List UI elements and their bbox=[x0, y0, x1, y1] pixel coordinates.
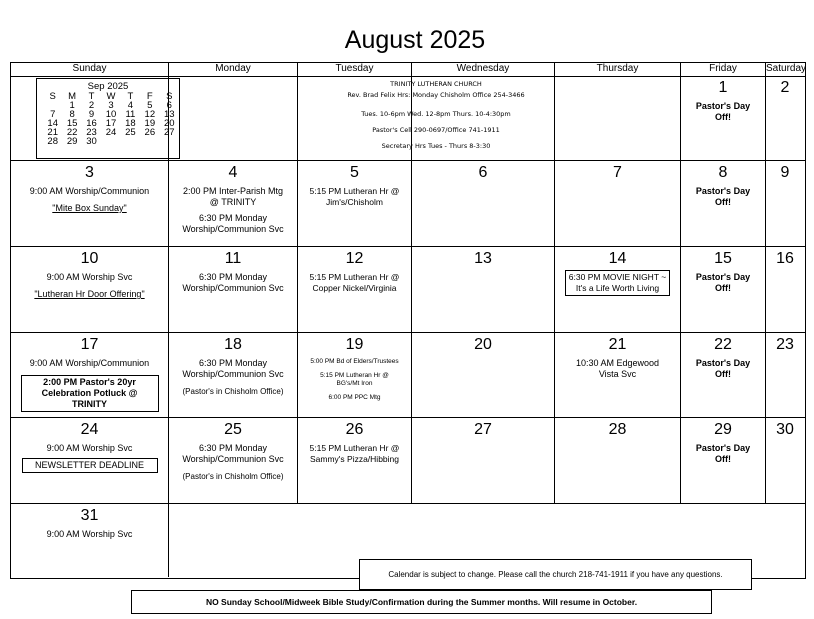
event-line: 9:00 AM Worship Svc bbox=[46, 529, 133, 539]
event-line: "Lutheran Hr Door Offering" bbox=[34, 289, 145, 299]
mini-calendar-header: S bbox=[49, 90, 56, 102]
event-line: BG's/Mt Iron bbox=[336, 380, 373, 387]
event-line: Worship/Communion Svc bbox=[182, 283, 284, 293]
event-line: 6:30 PM Monday bbox=[198, 213, 268, 223]
event-line: Worship/Communion Svc bbox=[182, 224, 284, 234]
mini-calendar-day: 1 bbox=[69, 99, 75, 111]
day-number: 30 bbox=[776, 421, 794, 438]
mini-calendar-day: 26 bbox=[144, 126, 156, 138]
mini-calendar-day: 23 bbox=[86, 126, 97, 138]
event-line: NEWSLETTER DEADLINE bbox=[34, 460, 145, 470]
event-line: Off! bbox=[715, 369, 731, 379]
event-line: Celebration Potluck @ TRINITY bbox=[41, 388, 138, 409]
mini-calendar-day: 28 bbox=[47, 135, 58, 147]
mini-calendar-day: 10 bbox=[105, 108, 117, 120]
church-info bbox=[318, 80, 554, 158]
day-number: 12 bbox=[345, 250, 364, 267]
day-number: 8 bbox=[718, 164, 728, 181]
day-number: 9 bbox=[780, 164, 790, 181]
event-line: 9:00 AM Worship/Communion bbox=[29, 358, 150, 368]
event-line: Pastor's Day bbox=[695, 101, 751, 111]
day-cell-14 bbox=[555, 248, 680, 296]
day-header-monday: Monday bbox=[215, 63, 251, 74]
day-cell-7 bbox=[555, 162, 680, 186]
day-cell-30 bbox=[766, 419, 804, 443]
mini-calendar-day: 15 bbox=[66, 117, 78, 129]
event-line: 9:00 AM Worship/Communion bbox=[29, 186, 150, 196]
grid-line bbox=[10, 332, 805, 333]
day-cell-1 bbox=[681, 77, 765, 123]
grid-line bbox=[10, 246, 805, 247]
event-line: 6:30 PM MOVIE NIGHT ~ bbox=[568, 272, 667, 282]
day-number: 24 bbox=[80, 421, 99, 438]
calendar-title: August 2025 bbox=[344, 26, 486, 54]
day-cell-12 bbox=[298, 248, 411, 294]
day-cell-9 bbox=[766, 162, 804, 186]
day-cell-6 bbox=[412, 162, 554, 186]
day-number: 23 bbox=[776, 336, 794, 353]
day-number: 15 bbox=[714, 250, 732, 267]
day-number: 29 bbox=[714, 421, 732, 438]
day-header-sunday: Sunday bbox=[72, 63, 107, 74]
event-line: Pastor's Day bbox=[695, 443, 751, 453]
event-line: 5:00 PM Bd of Elders/Trustees bbox=[310, 358, 399, 365]
day-cell-27 bbox=[412, 419, 554, 443]
day-number: 2 bbox=[780, 79, 790, 96]
event-line: 10:30 AM Edgewood bbox=[575, 358, 660, 368]
event-line: Worship/Communion Svc bbox=[182, 369, 284, 379]
day-number: 11 bbox=[224, 250, 242, 267]
event-line: Off! bbox=[715, 197, 731, 207]
event-line: 5:15 PM Lutheran Hr @ bbox=[309, 443, 400, 453]
day-number: 18 bbox=[224, 336, 242, 353]
day-number: 20 bbox=[474, 336, 492, 353]
day-cell-31 bbox=[11, 505, 168, 540]
day-cell-22 bbox=[681, 334, 765, 380]
day-cell-23 bbox=[766, 334, 804, 358]
event-line: 5:15 PM Lutheran Hr @ bbox=[309, 186, 400, 196]
day-number: 6 bbox=[478, 164, 488, 181]
mini-calendar-day: 22 bbox=[66, 126, 78, 138]
event-line: Pastor's Day bbox=[695, 358, 751, 368]
grid-line bbox=[10, 160, 805, 161]
day-cell-4 bbox=[169, 162, 297, 235]
day-number: 22 bbox=[714, 336, 732, 353]
mini-calendar-day: 16 bbox=[86, 117, 97, 129]
day-cell-19 bbox=[298, 334, 411, 402]
mini-calendar-title: Sep 2025 bbox=[87, 81, 129, 92]
day-cell-13 bbox=[412, 248, 554, 272]
day-header-saturday: Saturday bbox=[766, 63, 807, 74]
mini-calendar-day: 14 bbox=[47, 117, 58, 129]
day-header-friday: Friday bbox=[709, 63, 737, 74]
event-line: Pastor's Day bbox=[695, 272, 751, 282]
mini-calendar-day: 3 bbox=[108, 99, 114, 111]
day-cell-2 bbox=[766, 77, 804, 101]
event-line: 9:00 AM Worship Svc bbox=[46, 272, 133, 282]
day-cell-25 bbox=[169, 419, 297, 482]
day-cell-28 bbox=[555, 419, 680, 443]
event-line: 6:30 PM Monday bbox=[198, 443, 268, 453]
mini-calendar-day: 9 bbox=[88, 108, 95, 120]
mini-calendar-day bbox=[101, 137, 120, 146]
mini-calendar-day: 27 bbox=[163, 126, 175, 138]
summer-notice: NO Sunday School/Midweek Bible Study/Confirmation during the Summer months. Will resume in October. bbox=[131, 590, 712, 614]
secretary-hours: Secretary Hrs Tues - Thurs 8-3:30 bbox=[381, 142, 491, 150]
day-number: 13 bbox=[474, 250, 492, 267]
mini-calendar-day: 17 bbox=[105, 117, 117, 129]
event-line: Jim's/Chisholm bbox=[326, 197, 383, 207]
mini-calendar-day: 21 bbox=[47, 126, 58, 138]
mini-calendar-day: 12 bbox=[144, 108, 156, 120]
day-cell-5 bbox=[298, 162, 411, 208]
mini-calendar-table bbox=[43, 92, 179, 146]
day-header-thursday: Thursday bbox=[596, 63, 639, 74]
mini-calendar bbox=[36, 78, 180, 159]
mini-calendar-day: 6 bbox=[166, 99, 172, 111]
movie-night-box bbox=[565, 270, 670, 296]
event-line: Off! bbox=[715, 454, 731, 464]
event-line: Vista Svc bbox=[598, 369, 637, 379]
event-line: 5:15 PM Lutheran Hr @ bbox=[320, 372, 389, 379]
day-cell-3 bbox=[11, 162, 168, 214]
day-cell-11 bbox=[169, 248, 297, 294]
day-number: 1 bbox=[718, 79, 728, 96]
day-number: 28 bbox=[608, 421, 627, 438]
day-number: 19 bbox=[345, 336, 364, 353]
event-line: 2:00 PM Inter-Parish Mtg bbox=[182, 186, 284, 196]
day-number: 27 bbox=[474, 421, 492, 438]
day-number: 16 bbox=[776, 250, 794, 267]
mini-calendar-day: 30 bbox=[86, 135, 97, 147]
day-number: 25 bbox=[224, 421, 242, 438]
mini-calendar-day: 2 bbox=[88, 99, 95, 111]
mini-calendar-day: 29 bbox=[66, 135, 78, 147]
event-line: 5:15 PM Lutheran Hr @ bbox=[309, 272, 400, 282]
event-line: (Pastor's in Chisholm Office) bbox=[182, 387, 284, 396]
grid-line bbox=[10, 417, 805, 418]
event-line: 6:30 PM Monday bbox=[198, 358, 268, 368]
mini-calendar-day: 24 bbox=[105, 126, 117, 138]
newsletter-deadline-box bbox=[22, 458, 158, 473]
event-line: Off! bbox=[715, 112, 731, 122]
day-cell-17 bbox=[11, 334, 168, 412]
mini-calendar-day bbox=[160, 137, 179, 146]
day-number: 4 bbox=[228, 164, 238, 181]
mini-calendar-header: T bbox=[88, 90, 95, 102]
pastor-celebration-box bbox=[21, 375, 159, 412]
mini-calendar-day: 19 bbox=[144, 117, 156, 129]
event-line: 9:00 AM Worship Svc bbox=[46, 443, 133, 453]
day-number: 7 bbox=[613, 164, 622, 181]
event-line: Pastor's Day bbox=[695, 186, 751, 196]
day-cell-16 bbox=[766, 248, 804, 272]
grid-line bbox=[168, 503, 169, 577]
event-line: Sammy's Pizza/Hibbing bbox=[309, 454, 399, 464]
day-cell-10 bbox=[11, 248, 168, 300]
mini-calendar-day bbox=[140, 137, 159, 146]
mini-calendar-day: 5 bbox=[147, 99, 153, 111]
event-line: Off! bbox=[715, 283, 731, 293]
day-cell-18 bbox=[169, 334, 297, 397]
mini-calendar-day: 4 bbox=[127, 99, 134, 111]
mini-calendar-day: 13 bbox=[163, 108, 175, 120]
mini-calendar-day: 20 bbox=[163, 117, 175, 129]
mini-calendar-day: 25 bbox=[125, 126, 136, 138]
day-number: 17 bbox=[80, 336, 99, 353]
pastor-hours: Rev. Brad Felix Hrs: Monday Chisholm Office 254-3466 bbox=[347, 91, 525, 99]
mini-calendar-day: 18 bbox=[125, 117, 136, 129]
grid-line bbox=[10, 503, 805, 504]
mini-calendar-header: F bbox=[146, 90, 153, 102]
mini-calendar-day bbox=[121, 137, 140, 146]
day-cell-29 bbox=[681, 419, 765, 465]
day-header-tuesday: Tuesday bbox=[335, 63, 374, 74]
office-hours: Tues. 10-6pm Wed. 12-8pm Thurs. 10-4:30pm bbox=[361, 110, 511, 118]
event-line: @ TRINITY bbox=[209, 197, 257, 207]
mini-calendar-header: W bbox=[106, 90, 116, 102]
event-line: "Mite Box Sunday" bbox=[52, 203, 127, 213]
day-number: 5 bbox=[350, 164, 359, 181]
event-line: 6:00 PM PPC Mtg bbox=[328, 394, 381, 401]
day-number: 3 bbox=[85, 164, 94, 181]
mini-calendar-day: 11 bbox=[125, 108, 136, 120]
mini-calendar-day: 7 bbox=[50, 108, 56, 120]
day-cell-26 bbox=[298, 419, 411, 465]
calendar-change-notice: Calendar is subject to change. Please call the church 218-741-1911 if you have any questions. bbox=[359, 559, 752, 590]
mini-calendar-header: M bbox=[68, 90, 77, 102]
day-cell-24 bbox=[11, 419, 168, 473]
day-header-wednesday: Wednesday bbox=[456, 63, 510, 74]
event-line: (Pastor's in Chisholm Office) bbox=[182, 472, 284, 481]
day-number: 31 bbox=[80, 507, 99, 524]
event-line: Copper Nickel/Virginia bbox=[312, 283, 397, 293]
day-number: 21 bbox=[608, 336, 627, 353]
day-cell-15 bbox=[681, 248, 765, 294]
day-cell-20 bbox=[412, 334, 554, 358]
pastor-phone: Pastor's Cell 290-0697/Office 741-1911 bbox=[372, 126, 500, 134]
event-line: Worship/Communion Svc bbox=[182, 454, 284, 464]
mini-calendar-day: 8 bbox=[69, 108, 75, 120]
mini-calendar-header: S bbox=[166, 90, 173, 102]
mini-calendar-header: T bbox=[127, 90, 134, 102]
event-line: 6:30 PM Monday bbox=[198, 272, 268, 282]
day-cell-8 bbox=[681, 162, 765, 208]
event-line: 2:00 PM Pastor's 20yr bbox=[43, 377, 136, 387]
event-line: It's a Life Worth Living bbox=[575, 283, 660, 293]
church-name: TRINITY LUTHERAN CHURCH bbox=[390, 80, 482, 88]
day-number: 26 bbox=[345, 421, 364, 438]
day-number: 14 bbox=[608, 250, 627, 267]
day-number: 10 bbox=[80, 250, 99, 267]
day-cell-21 bbox=[555, 334, 680, 380]
